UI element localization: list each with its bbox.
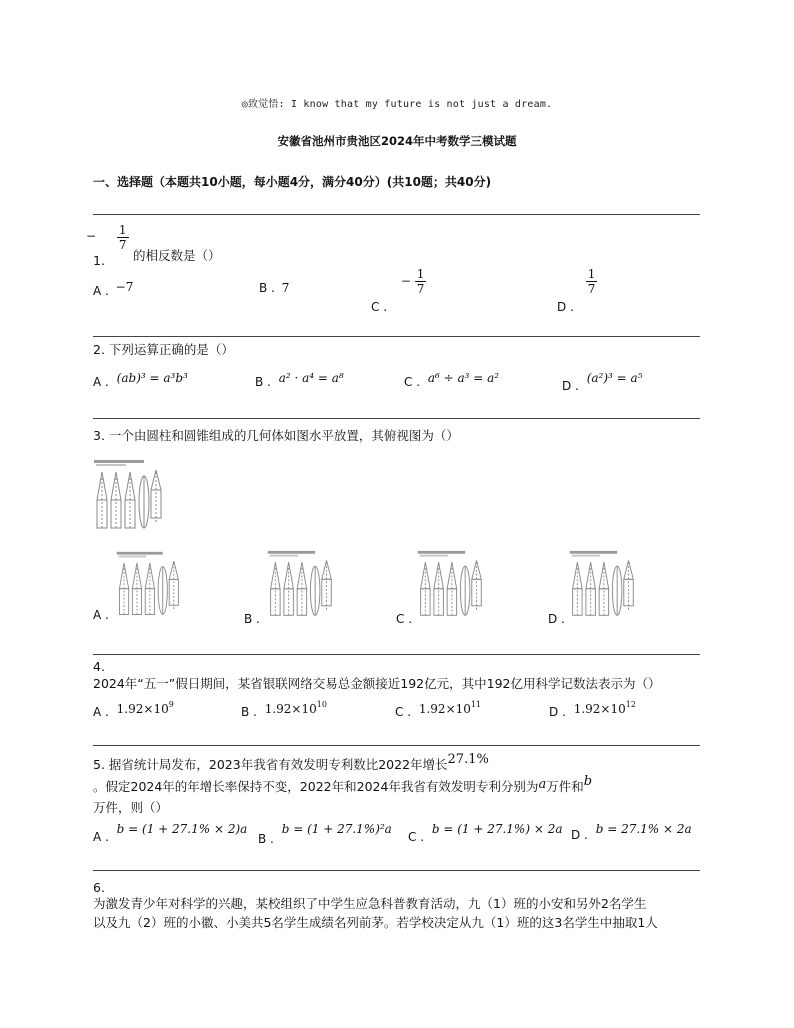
solid-shape	[111, 472, 121, 528]
q6-text-line2: 以及九（2）班的小徽、小美共5名学生成绩名列前茅。若学校决定从九（1）班的这3名学生中抽取1人	[93, 915, 658, 930]
caption-blur	[570, 551, 617, 554]
q2-option-b[interactable]: B . a² · a⁴ = a⁸	[255, 371, 344, 389]
exam-title: 安徽省池州市贵池区2024年中考数学三模试题	[277, 134, 517, 148]
section-heading: 一、选择题（本题共10小题，每小题4分，满分40分）(共10题；共40分)	[93, 175, 492, 189]
q3-option-a[interactable]: A .	[93, 608, 109, 622]
caption-blur	[119, 556, 147, 558]
q5-var-b: b	[583, 774, 593, 789]
solid-shape	[158, 567, 167, 615]
caption-blur	[94, 460, 144, 463]
solid-shape	[586, 562, 595, 615]
top-view-figure-c	[414, 549, 486, 621]
solid-shape	[612, 566, 621, 615]
q5-text-line3: 万件，则（）	[93, 800, 169, 815]
q2-text: 2. 下列运算正确的是（）	[93, 342, 234, 357]
divider	[93, 745, 700, 746]
solid-shape	[145, 563, 154, 615]
solid-shape	[119, 563, 128, 615]
solid-shape	[297, 562, 306, 615]
q1-option-c[interactable]: C . − $\frac{1}{7}$	[371, 267, 425, 314]
divider	[93, 336, 700, 337]
divider	[93, 654, 700, 655]
divider	[93, 870, 700, 871]
solid-shape	[434, 562, 443, 615]
q4-option-c[interactable]: C . $1.92\times 10^{11}$	[395, 700, 482, 719]
cylinder-cone-figure	[92, 458, 164, 534]
solid-shape	[284, 562, 293, 615]
caption-blur	[418, 551, 465, 554]
solid-shape	[624, 560, 633, 609]
q4-option-d[interactable]: D . $1.92\times 10^{12}$	[549, 700, 636, 719]
solid-shape	[447, 562, 456, 615]
solid-shape	[573, 562, 582, 615]
q3-option-d[interactable]: D .	[548, 612, 565, 626]
q1-option-d[interactable]: D . $\frac{1}{7}$	[557, 267, 596, 314]
solid-shape	[599, 562, 608, 615]
q6-text-line1: 为激发青少年对科学的兴趣，某校组织了中学生应急科普教育活动，九（1）班的小安和另外2名学生	[93, 896, 647, 911]
solid-shape	[132, 563, 141, 615]
q3-option-a-figure[interactable]	[112, 550, 184, 620]
q1-fraction: − 1 7	[86, 223, 127, 252]
q3-solid-figure	[92, 458, 164, 534]
solid-shape	[472, 560, 481, 609]
caption-blur	[270, 555, 298, 557]
caption-blur	[572, 555, 600, 557]
solid-shape	[460, 566, 469, 615]
caption-blur	[96, 464, 126, 466]
solid-shape	[125, 472, 135, 528]
q2-option-c[interactable]: C . a⁶ ÷ a³ = a²	[404, 371, 500, 389]
q2-option-a[interactable]: A . (ab)³ = a³b³	[93, 371, 188, 389]
motto-line: ◎致觉悟: I know that my future is not just a dream.	[241, 99, 553, 110]
caption-blur	[117, 552, 163, 555]
solid-shape	[97, 472, 107, 528]
q4-number: 4.	[93, 659, 105, 674]
top-view-figure-b	[264, 549, 336, 621]
caption-blur	[268, 551, 315, 554]
q3-option-b-figure[interactable]	[264, 549, 336, 621]
q4-option-b[interactable]: B . $1.92\times 10^{10}$	[241, 700, 327, 719]
q1-option-a[interactable]: A . −7	[93, 280, 134, 298]
q3-option-c[interactable]: C .	[396, 612, 413, 626]
q3-text: 3. 一个由圆柱和圆锥组成的几何体如图水平放置，其俯视图为（）	[93, 428, 459, 443]
caption-blur	[420, 555, 448, 557]
q5-option-b[interactable]: B . b = (1 + 27.1%)²a	[258, 822, 392, 846]
q1-option-b[interactable]: B . 7	[259, 281, 290, 295]
q4-option-a[interactable]: A . $1.92\times 10^9$	[93, 700, 174, 719]
solid-shape	[169, 561, 178, 609]
divider	[93, 214, 700, 215]
solid-shape	[310, 566, 319, 615]
q1-number: 1.	[93, 253, 105, 268]
q3-option-d-figure[interactable]	[566, 549, 638, 621]
q5-option-c[interactable]: C . b = (1 + 27.1%) × 2a	[408, 822, 563, 844]
q5-option-d[interactable]: D . b = 27.1% × 2a	[571, 822, 692, 842]
q5-rate: 27.1%	[447, 752, 489, 767]
q2-option-d[interactable]: D . (a²)³ = a⁵	[562, 371, 643, 393]
solid-shape	[151, 470, 161, 522]
q1-text: 的相反数是（）	[133, 248, 221, 263]
q5-option-a[interactable]: A . b = (1 + 27.1% × 2)a	[93, 822, 248, 844]
top-view-figure-d	[566, 549, 638, 621]
q5-var-a: a	[538, 777, 547, 792]
q3-option-c-figure[interactable]	[414, 549, 486, 621]
q5-text-line2: 。假定2024年的年增长率保持不变，2022年和2024年我省有效发明专利分别为	[93, 779, 539, 794]
q3-option-b[interactable]: B .	[244, 612, 260, 626]
solid-shape	[139, 476, 149, 528]
top-view-figure-a	[112, 550, 184, 620]
solid-shape	[271, 562, 280, 615]
solid-shape	[421, 562, 430, 615]
q6-number: 6.	[93, 880, 105, 895]
q5-text-line1: 5. 据省统计局发布，2023年我省有效发明专利数比2022年增长	[93, 757, 448, 772]
q4-text: 2024年“五一”假日期间，某省银联网络交易总金额接近192亿元，其中192亿用科学记数法表示为（）	[93, 676, 661, 691]
divider	[93, 418, 700, 419]
solid-shape	[322, 560, 331, 609]
